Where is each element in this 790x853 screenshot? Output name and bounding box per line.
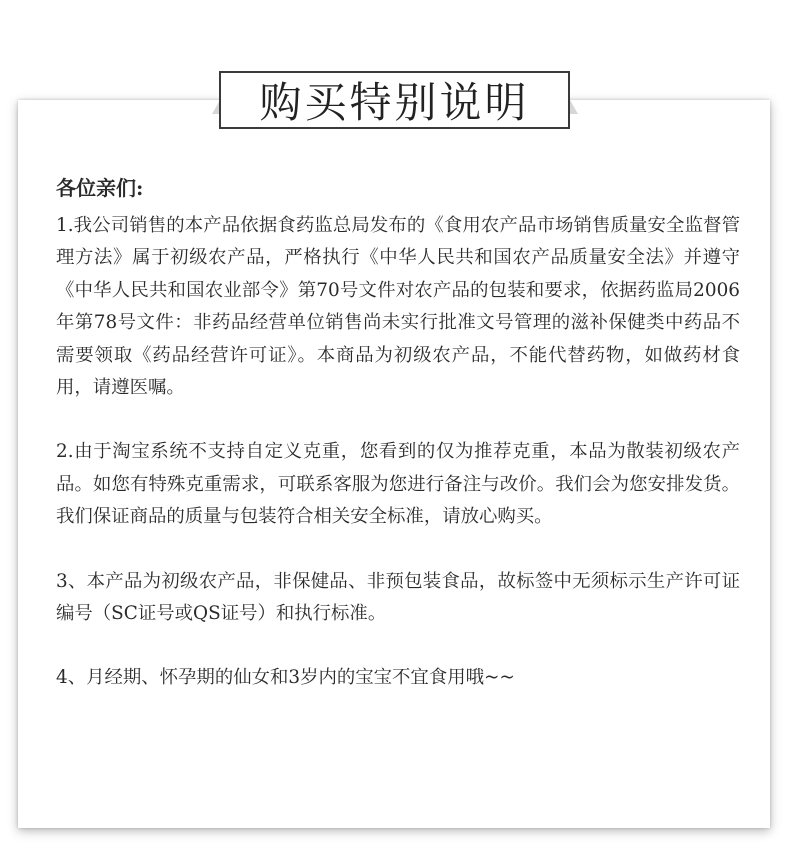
notice-content: [56, 170, 740, 695]
notice-paragraph-1: 1.我公司销售的本产品依据食药监总局发布的《食用农产品市场销售质量安全监督管理方法》属于初级农产品，严格执行《中华人民共和国农产品质量安全法》并遵守《中华人民共和国农业部令》第70号文件对农产品的包装和要求，依据药监局2006年第78号文件：非药品经营单位销售尚未实行批准文号管理的滋补保健类中药品不需要领取《药品经营许可证》。本商品为初级农产品，不能代替药物，如做药材食用，请遵医嘱。: [56, 215, 740, 399]
notice-paragraph-4: 4、月经期、怀孕期的仙女和3岁内的宝宝不宜食用哦~~: [56, 667, 515, 689]
page-title: 购买特别说明: [259, 78, 530, 127]
title-fold-right: [570, 100, 578, 114]
notice-paragraph-3: 3、本产品为初级农产品，非保健品、非预包装食品，故标签中无须标示生产许可证编号（SC证号或QS证号）和执行标准。: [56, 570, 740, 625]
greeting: 各位亲们:: [56, 176, 144, 200]
title-banner: [219, 71, 570, 129]
notice-paragraph-2: 2.由于淘宝系统不支持自定义克重，您看到的仅为推荐克重，本品为散装初级农产品。如您有特殊克重需求，可联系客服为您进行备注与改价。我们会为您安排发货。我们保证商品的质量与包装符合相关安全标准，请放心购买。: [56, 441, 740, 528]
